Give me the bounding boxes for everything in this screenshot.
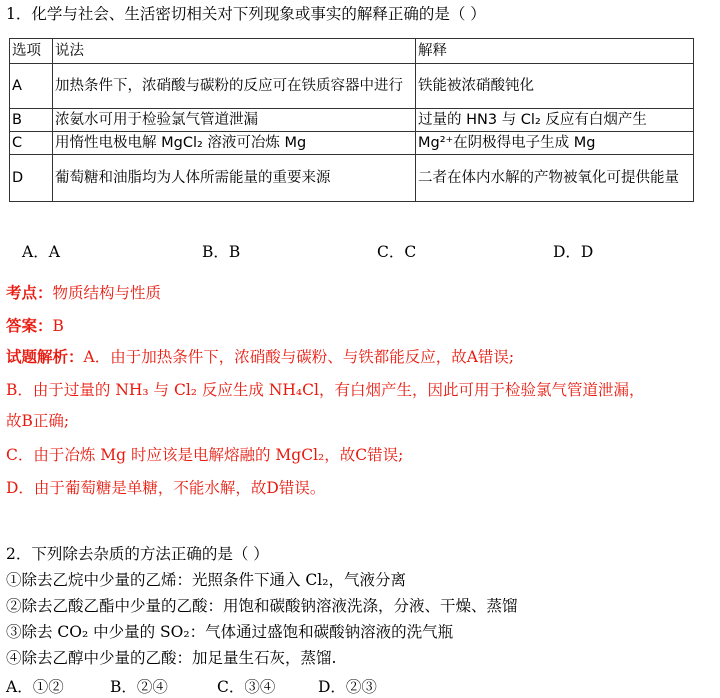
q1-option-c: C．C	[377, 243, 417, 261]
q1-option-b: B．B	[202, 243, 241, 261]
row-reason: 铁能被浓硝酸钝化	[416, 64, 694, 109]
q2-item-3: ③除去 CO₂ 中少量的 SO₂：气体通过盛饱和碳酸钠溶液的洗气瓶	[6, 623, 454, 641]
row-claim: 浓氨水可用于检验氯气管道泄漏	[53, 109, 416, 132]
q2-option-b: B．②④	[110, 678, 168, 696]
row-option: B	[10, 109, 53, 132]
kaodian-label: 考点：	[6, 283, 53, 302]
analysis-line-1	[6, 347, 514, 367]
q2-option-c: C．③④	[217, 678, 276, 696]
row-reason: Mg²⁺在阴极得电子生成 Mg	[416, 132, 694, 155]
table-row	[10, 155, 694, 202]
kaodian-line	[6, 283, 161, 303]
table-header-row	[10, 39, 694, 64]
q2-title: 2．下列除去杂质的方法正确的是（ ）	[6, 545, 269, 563]
row-option: A	[10, 64, 53, 109]
kaodian-value: 物质结构与性质	[52, 284, 162, 302]
answer-label: 答案：	[6, 316, 53, 335]
q2-item-2: ②除去乙酸乙酯中少量的乙酸：用饱和碳酸钠溶液洗涤，分液、干燥、蒸馏	[6, 597, 518, 615]
q1-option-a: A．A	[22, 243, 60, 261]
row-reason: 二者在体内水解的产物被氧化可提供能量	[416, 155, 694, 202]
q2-item-4: ④除去乙醇中少量的乙酸：加足量生石灰，蒸馏.	[6, 649, 337, 667]
q2-option-d: D．②③	[318, 678, 377, 696]
row-reason: 过量的 HN3 与 Cl₂ 反应有白烟产生	[416, 109, 694, 132]
table-row	[10, 64, 694, 109]
q2-option-a: A．①②	[6, 678, 64, 696]
analysis-label: 试题解析：	[6, 347, 84, 366]
analysis-a: A．由于加热条件下，浓硝酸与碳粉、与铁都能反应，故A错误;	[83, 348, 515, 366]
q1-option-d: D．D	[553, 243, 594, 261]
q2-item-1: ①除去乙烷中少量的乙烯：光照条件下通入 Cl₂，气液分离	[6, 571, 406, 589]
table-row	[10, 132, 694, 155]
answer-line	[6, 316, 64, 336]
row-claim: 用惰性电极电解 MgCl₂ 溶液可冶炼 Mg	[53, 132, 416, 155]
row-claim: 加热条件下，浓硝酸与碳粉的反应可在铁质容器中进行	[53, 64, 416, 109]
q1-title: 1．化学与社会、生活密切相关对下列现象或事实的解释正确的是（ ）	[6, 5, 486, 23]
analysis-b: B．由于过量的 NH₃ 与 Cl₂ 反应生成 NH₄Cl，有白烟产生，因此可用于检验氯气管道泄漏，	[6, 381, 645, 399]
q1-table	[9, 38, 694, 202]
analysis-b-cont: 故B正确;	[6, 412, 70, 430]
header-reason: 解释	[416, 39, 694, 64]
analysis-c: C．由于冶炼 Mg 时应该是电解熔融的 MgCl₂，故C错误;	[6, 446, 404, 464]
answer-value: B	[52, 317, 64, 335]
row-option: C	[10, 132, 53, 155]
row-claim: 葡萄糖和油脂均为人体所需能量的重要来源	[53, 155, 416, 202]
header-claim: 说法	[53, 39, 416, 64]
table-row	[10, 109, 694, 132]
header-option: 选项	[10, 39, 53, 64]
row-option: D	[10, 155, 53, 202]
analysis-d: D．由于葡萄糖是单糖，不能水解，故D错误。	[6, 479, 326, 497]
